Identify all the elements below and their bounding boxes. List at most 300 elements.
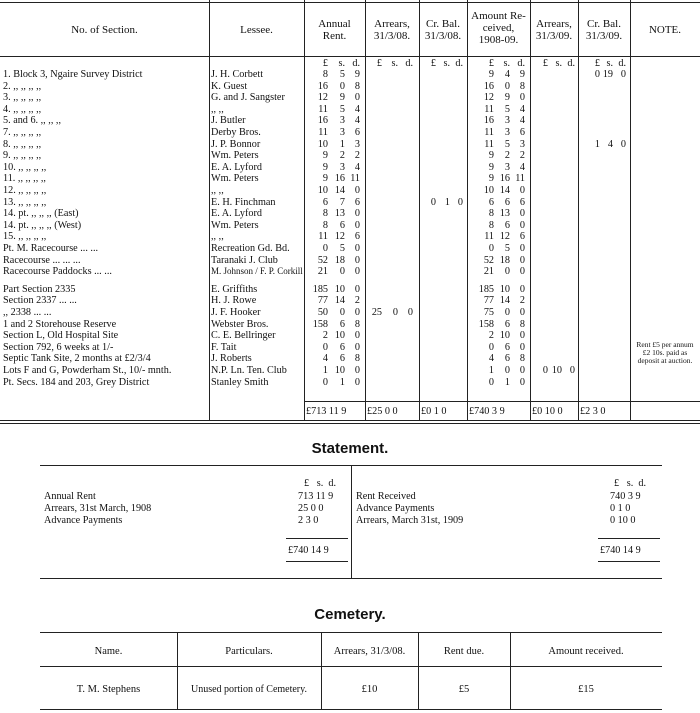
rent-value: 0 — [354, 365, 360, 376]
rent-value: 10 — [334, 283, 345, 295]
table-row — [0, 69, 700, 81]
section-cell: 4. ,, ,, ,, ,, — [3, 103, 42, 115]
received-value: 0 — [519, 330, 525, 342]
received-value: 1 — [504, 376, 510, 388]
total-arrears-08: £25 0 0 — [367, 406, 398, 417]
received-value: 0 — [519, 208, 525, 220]
rent-value: 1 — [339, 138, 345, 150]
rent-value: 52 — [317, 254, 328, 266]
table-row — [0, 104, 700, 116]
received-value: 6 — [504, 219, 510, 231]
header-arrears-09 — [530, 18, 578, 42]
rent-value: 8 — [354, 80, 360, 92]
unit-label: d. — [405, 58, 413, 69]
lessee-cell: G. and J. Sangster — [211, 92, 285, 104]
received-value: 6 — [504, 196, 510, 208]
table-row — [0, 353, 700, 365]
rule — [304, 401, 700, 402]
table-row — [0, 173, 700, 185]
rent-value: 3 — [339, 161, 345, 173]
unit-label: £ — [488, 58, 494, 69]
received-value: 0 — [519, 219, 525, 231]
lessee-cell: J. H. Corbett — [211, 69, 264, 80]
unit-label: s. — [443, 58, 450, 69]
rule — [510, 632, 511, 709]
received-value: 11 — [515, 173, 525, 185]
table-row — [0, 295, 700, 307]
total-rent: £713 11 9 — [306, 406, 347, 417]
rent-value: 3 — [354, 138, 360, 150]
received-value: 10 — [499, 283, 510, 295]
unit-label: £ — [430, 58, 436, 69]
rent-value: 8 — [354, 318, 360, 330]
unit: £ — [304, 478, 310, 489]
rent-value: 8 — [322, 208, 328, 220]
cr09-value: 0 — [594, 69, 600, 80]
lessee-cell: ,, ,, — [211, 231, 224, 243]
section-cell: Pt. M. Racecourse ... ... — [3, 243, 99, 254]
statement-label: Advance Payments — [356, 503, 435, 514]
statement-amount: 0 1 0 — [610, 503, 631, 514]
header-line: Cr. Bal. — [426, 18, 460, 30]
received-value: 6 — [519, 231, 525, 243]
header-line: Arrears, — [374, 18, 410, 30]
rent-value: 14 — [334, 185, 345, 196]
rent-value: 2 — [339, 150, 345, 162]
cr09-value: 0 — [620, 138, 626, 150]
table-row — [0, 185, 700, 197]
rent-value: 11 — [318, 103, 328, 115]
unit-label: s. — [391, 58, 398, 69]
received-value: 0 — [519, 243, 525, 254]
note-line: deposit at auction. — [637, 356, 693, 365]
rent-value: 12 — [317, 92, 328, 104]
received-value: 9 — [488, 150, 494, 162]
section-cell: 2. ,, ,, ,, ,, — [3, 80, 42, 92]
received-value: 16 — [499, 173, 510, 185]
section-cell: 9. ,, ,, ,, ,, — [3, 150, 42, 162]
received-value: 0 — [519, 376, 525, 388]
table-row — [0, 284, 700, 296]
total-received: £740 3 9 — [469, 406, 505, 417]
rent-value: 8 — [322, 219, 328, 231]
table-row — [0, 231, 700, 243]
rule — [286, 538, 348, 539]
received-value: 9 — [488, 69, 494, 80]
rent-value: 6 — [339, 318, 345, 330]
lessee-cell: C. E. Bellringer — [211, 330, 276, 342]
statement-amount: 740 3 9 — [610, 491, 641, 502]
received-value: 4 — [519, 161, 525, 173]
rent-value: 6 — [354, 231, 360, 243]
section-cell: Racecourse ... ... ... — [3, 254, 81, 266]
section-cell: 13. ,, ,, ,, ,, — [3, 196, 47, 208]
section-cell: 12. ,, ,, ,, ,, — [3, 185, 47, 196]
arrears08-value: 25 — [371, 307, 382, 318]
section-cell: Lots F and G, Powderham St., 10/- mnth. — [3, 365, 172, 376]
received-value: 5 — [504, 103, 510, 115]
cemetery-name: T. M. Stephens — [76, 684, 141, 695]
table-row — [0, 197, 700, 209]
section-cell: Part Section 2335 — [3, 283, 76, 295]
received-value: 11 — [484, 127, 494, 138]
statement-amount: 25 0 0 — [298, 503, 324, 514]
rent-value: 8 — [322, 69, 328, 80]
rent-value: 0 — [354, 92, 360, 104]
rent-value: 9 — [322, 150, 328, 162]
received-value: 6 — [504, 318, 510, 330]
received-value: 0 — [488, 376, 494, 388]
received-value: 16 — [483, 80, 494, 92]
lessee-cell: ,, ,, — [211, 103, 224, 115]
received-value: 8 — [519, 80, 525, 92]
lessee-cell: M. Johnson / F. P. Corkill — [211, 266, 303, 277]
rent-value: 0 — [322, 243, 328, 254]
cemetery-rent-due: £5 — [458, 684, 470, 695]
rent-value: 77 — [317, 295, 328, 307]
received-value: 0 — [519, 254, 525, 266]
cr08-value: 1 — [444, 196, 450, 208]
rent-value: 21 — [317, 266, 328, 278]
rent-value: 9 — [354, 69, 360, 80]
section-cell: Pt. Secs. 184 and 203, Grey District — [3, 376, 150, 388]
unit-label: s. — [606, 58, 613, 69]
received-value: 6 — [519, 127, 525, 138]
rent-value: 6 — [339, 353, 345, 365]
statement-label: Arrears, March 31st, 1909 — [356, 515, 464, 526]
received-value: 3 — [504, 115, 510, 127]
rent-value: 13 — [334, 208, 345, 220]
table-row — [0, 81, 700, 93]
header-line: 31/3/09. — [535, 30, 573, 42]
lessee-cell: E. Griffiths — [211, 283, 258, 295]
received-value: 9 — [519, 69, 525, 80]
cemetery-arrears: £10 — [361, 684, 378, 695]
header-amount-received — [467, 10, 530, 46]
received-value: 9 — [488, 173, 494, 185]
rent-value: 2 — [322, 330, 328, 342]
received-value: 3 — [504, 161, 510, 173]
header-cr-bal-08 — [419, 18, 467, 42]
table-row — [0, 162, 700, 174]
unit-label: £ — [322, 58, 328, 69]
received-value: 18 — [499, 254, 510, 266]
rule — [0, 423, 700, 424]
rule — [40, 578, 662, 579]
rent-value: 3 — [339, 115, 345, 127]
rent-value: 9 — [339, 92, 345, 104]
rent-value: 50 — [317, 307, 328, 318]
rent-value: 8 — [354, 353, 360, 365]
lessee-cell: Taranaki J. Club — [211, 254, 278, 266]
received-value: 4 — [504, 69, 510, 80]
section-cell: 14. pt. ,, ,, ,, (East) — [3, 208, 79, 220]
section-cell: 15. ,, ,, ,, ,, — [3, 231, 47, 243]
received-value: 0 — [519, 283, 525, 295]
rent-value: 7 — [339, 196, 345, 208]
statement-amount: 713 11 9 — [298, 491, 334, 502]
rule — [0, 2, 700, 3]
rent-value: 14 — [334, 295, 345, 307]
unit: d. — [328, 478, 336, 489]
rule — [40, 666, 662, 667]
lessee-cell: K. Guest — [211, 80, 248, 92]
rent-value: 10 — [317, 185, 328, 196]
received-value: 21 — [483, 266, 494, 278]
cr08-value: 0 — [457, 196, 463, 208]
received-value: 8 — [488, 219, 494, 231]
received-value: 6 — [504, 341, 510, 353]
rent-value: 10 — [334, 330, 345, 342]
lessee-cell: Stanley Smith — [211, 376, 269, 388]
totals-row — [0, 406, 700, 418]
table-row — [0, 243, 700, 255]
rule — [286, 561, 348, 562]
rent-value: 4 — [354, 161, 360, 173]
received-value: 0 — [519, 92, 525, 104]
header-lessee: Lessee. — [240, 24, 273, 36]
lessee-cell: J. P. Bonnor — [211, 138, 261, 150]
table-row — [0, 342, 700, 354]
unit-label: £ — [542, 58, 548, 69]
rule — [351, 465, 352, 578]
rent-value: 5 — [339, 103, 345, 115]
received-value: 8 — [519, 353, 525, 365]
section-cell: 3. ,, ,, ,, ,, — [3, 92, 42, 104]
unit-label: s. — [503, 58, 510, 69]
statement-label: Advance Payments — [44, 515, 123, 526]
lessee-cell: Wm. Peters — [211, 150, 259, 162]
cr09-value: 1 — [594, 138, 600, 150]
received-value: 4 — [488, 353, 494, 365]
total-cr-09: £2 3 0 — [580, 406, 606, 417]
rent-value: 0 — [354, 330, 360, 342]
unit-label: £ — [376, 58, 382, 69]
header-arrears-08 — [365, 18, 419, 42]
rule — [418, 632, 419, 709]
statement-amount: 2 3 0 — [298, 515, 319, 526]
received-value: 5 — [504, 138, 510, 150]
rent-value: 9 — [322, 161, 328, 173]
received-value: 9 — [488, 161, 494, 173]
received-value: 0 — [504, 266, 510, 278]
arrears08-value: 0 — [392, 307, 398, 318]
table-row — [0, 139, 700, 151]
rent-value: 4 — [322, 353, 328, 365]
received-value: 3 — [519, 138, 525, 150]
cemetery-header-particulars: Particulars. — [225, 646, 273, 657]
rule — [40, 632, 662, 633]
rule — [598, 538, 660, 539]
lessee-cell: N.P. Ln. Ten. Club — [211, 365, 287, 376]
rent-value: 9 — [322, 173, 328, 185]
section-cell: 1. Block 3, Ngaire Survey District — [3, 69, 143, 80]
section-cell: 11. ,, ,, ,, ,, — [3, 173, 46, 185]
received-value: 75 — [483, 307, 494, 318]
rent-value: 2 — [354, 295, 360, 307]
unit-label: d. — [455, 58, 463, 69]
header-cr-bal-09 — [578, 18, 630, 42]
header-line: Cr. Bal. — [587, 18, 621, 30]
rent-value: 0 — [354, 219, 360, 231]
cr09-value: 19 — [602, 69, 613, 80]
received-value: 4 — [519, 103, 525, 115]
received-value: 158 — [478, 318, 494, 330]
received-value: 4 — [519, 115, 525, 127]
received-value: 1 — [488, 365, 494, 376]
rent-value: 0 — [354, 185, 360, 196]
unit: s. — [626, 478, 634, 489]
received-value: 77 — [483, 295, 494, 307]
cemetery-header-arrears: Arrears, 31/3/08. — [333, 646, 406, 657]
received-value: 6 — [519, 196, 525, 208]
statement-units-right — [614, 478, 646, 489]
received-value: 11 — [484, 138, 494, 150]
note-line: £2 10s. paid as — [642, 348, 688, 357]
section-cell: Section 2337 ... ... — [3, 295, 77, 307]
header-line: ceived, — [482, 22, 515, 34]
received-value: 6 — [488, 196, 494, 208]
statement-label: Arrears, 31st March, 1908 — [44, 503, 152, 514]
arrears08-value: 0 — [407, 307, 413, 318]
statement-title: Statement. — [311, 440, 389, 457]
rent-value: 4 — [354, 103, 360, 115]
rent-value: 11 — [350, 173, 360, 185]
rent-value: 0 — [354, 376, 360, 388]
section-cell: 14. pt. ,, ,, ,, (West) — [3, 219, 82, 231]
unit: £ — [614, 478, 620, 489]
rent-value: 0 — [354, 208, 360, 220]
rent-value: 0 — [322, 341, 328, 353]
table-row — [0, 127, 700, 139]
table-row — [0, 150, 700, 162]
cr09-value: 4 — [607, 138, 613, 150]
received-value: 0 — [519, 341, 525, 353]
rent-value: 0 — [354, 254, 360, 266]
received-value: 0 — [504, 307, 510, 318]
header-line: 31/3/08. — [424, 30, 462, 42]
cemetery-header-amount-received: Amount received. — [548, 646, 624, 657]
received-value: 0 — [488, 341, 494, 353]
rent-value: 6 — [339, 219, 345, 231]
rent-value: 0 — [339, 266, 345, 278]
unit-label: d. — [352, 58, 360, 69]
rent-value: 1 — [339, 376, 345, 388]
rent-value: 4 — [354, 115, 360, 127]
header-note: NOTE. — [648, 24, 682, 36]
lessee-cell: Wm. Peters — [211, 219, 259, 231]
received-value: 16 — [483, 115, 494, 127]
header-line: Arrears, — [536, 18, 572, 30]
rule — [0, 420, 700, 421]
rent-value: 5 — [339, 243, 345, 254]
received-value: 185 — [478, 283, 494, 295]
total-arrears-09: £0 10 0 — [532, 406, 563, 417]
rent-value: 16 — [317, 80, 328, 92]
lessee-cell: H. J. Rowe — [211, 295, 257, 307]
table-row — [0, 220, 700, 232]
section-cell: 10. ,, ,, ,, ,, — [3, 161, 47, 173]
header-line: Amount Re- — [471, 10, 526, 22]
received-value: 13 — [499, 208, 510, 220]
rent-value: 0 — [354, 341, 360, 353]
received-value: 12 — [499, 231, 510, 243]
auction-note — [630, 341, 700, 365]
lessee-cell: J. Butler — [211, 115, 246, 127]
rent-value: 5 — [339, 69, 345, 80]
rent-value: 16 — [334, 173, 345, 185]
lessee-cell: J. F. Hooker — [211, 307, 261, 318]
statement-left-total: £740 14 9 — [288, 545, 329, 556]
header-section: No. of Section. — [71, 24, 138, 36]
received-value: 0 — [488, 243, 494, 254]
section-cell: 8. ,, ,, ,, ,, — [3, 138, 42, 150]
note-line: Rent £5 per annum — [636, 340, 694, 349]
lessee-cell: E. A. Lyford — [211, 161, 262, 173]
received-value: 9 — [504, 92, 510, 104]
statement-label: Rent Received — [356, 491, 416, 502]
rent-value: 10 — [334, 365, 345, 376]
table-row — [0, 365, 700, 377]
section-cell: Section L, Old Hospital Site — [3, 330, 119, 342]
table-row — [0, 208, 700, 220]
rent-value: 1 — [322, 365, 328, 376]
rule — [0, 56, 700, 57]
arrears09-value: 0 — [569, 365, 575, 376]
received-value: 10 — [499, 330, 510, 342]
rent-value: 0 — [354, 243, 360, 254]
section-cell: Septic Tank Site, 2 months at £2/3/4 — [3, 353, 151, 365]
table-row — [0, 307, 700, 319]
statement-amount: 0 10 0 — [610, 515, 636, 526]
cemetery-amount-received: £15 — [578, 684, 594, 695]
section-cell: 7. ,, ,, ,, ,, — [3, 127, 42, 138]
arrears09-value: 10 — [551, 365, 562, 376]
statement-units-left — [304, 478, 336, 489]
lessee-cell: E. H. Finchman — [211, 196, 276, 208]
received-value: 2 — [519, 150, 525, 162]
arrears09-value: 0 — [542, 365, 548, 376]
unit: d. — [638, 478, 646, 489]
table-row — [0, 92, 700, 104]
rent-value: 11 — [318, 127, 328, 138]
rent-value: 6 — [354, 196, 360, 208]
received-value: 14 — [499, 295, 510, 307]
rent-value: 0 — [354, 266, 360, 278]
received-value: 0 — [504, 80, 510, 92]
rent-value: 6 — [322, 196, 328, 208]
header-line: 31/3/08. — [373, 30, 411, 42]
rent-value: 11 — [318, 231, 328, 243]
section-cell: Racecourse Paddocks ... ... — [3, 266, 112, 278]
lessee-cell: ,, ,, — [211, 185, 224, 196]
header-annual-rent — [304, 18, 365, 42]
rule — [321, 632, 322, 709]
lessee-cell: Webster Bros. — [211, 318, 269, 330]
rent-value: 3 — [339, 127, 345, 138]
received-value: 8 — [488, 208, 494, 220]
rent-value: 12 — [334, 231, 345, 243]
rent-value: 6 — [339, 341, 345, 353]
unit-label: d. — [517, 58, 525, 69]
received-value: 11 — [484, 231, 494, 243]
received-value: 52 — [483, 254, 494, 266]
table-row — [0, 319, 700, 331]
rent-value: 6 — [354, 127, 360, 138]
unit: s. — [316, 478, 324, 489]
cemetery-particulars: Unused portion of Cemetery. — [191, 684, 307, 695]
statement-right-total: £740 14 9 — [600, 545, 641, 556]
